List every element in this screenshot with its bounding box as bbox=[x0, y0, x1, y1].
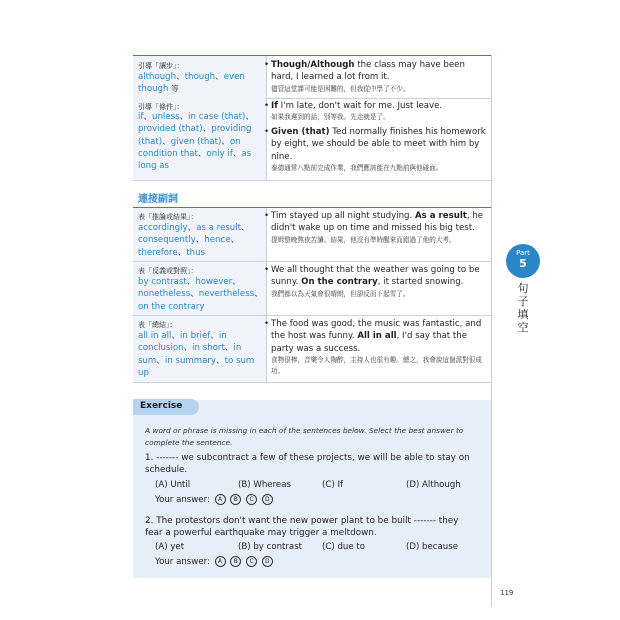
option-d[interactable]: (D) because bbox=[406, 542, 458, 552]
part-badge bbox=[506, 244, 540, 278]
choice-a-circle[interactable]: A bbox=[215, 494, 226, 505]
option-a[interactable]: (A) yet bbox=[155, 542, 185, 552]
section-heading: 連接副詞 bbox=[138, 194, 178, 205]
choice-b-circle[interactable]: B bbox=[230, 556, 241, 567]
table-row bbox=[133, 208, 491, 262]
choice-c-circle[interactable]: C bbox=[246, 556, 257, 567]
part-side-title: 句 子 填 空 bbox=[517, 282, 529, 334]
answer-row-1 bbox=[155, 494, 273, 505]
category-label: 表「總結」： bbox=[138, 321, 177, 329]
answer-row-2 bbox=[155, 556, 273, 567]
example-sentence: • We all thought that the weather was going to be sunny. On the contrary, it started snowing. 我們都以為天氣會很晴朗，但卻反而下起雪了。 bbox=[264, 265, 480, 298]
example-sentence: • Though/Although the class may have been hard, I learned a lot from it. 儘管這堂課可能是困難的，但我從中學了不少。 bbox=[264, 60, 465, 93]
page-number: 119 bbox=[500, 589, 514, 597]
keyword-list: if、unless、in case (that)、provided (that)、providing (that)、given (that)、on condition that、only if、as long as bbox=[138, 112, 254, 172]
choice-c-circle[interactable]: C bbox=[246, 494, 257, 505]
answer-label: Your answer: bbox=[155, 495, 210, 505]
keyword-list: by contrast、however、nonetheless、nevertheless、on the contrary bbox=[138, 277, 263, 312]
option-c[interactable]: (C) If bbox=[322, 480, 343, 490]
option-d[interactable]: (D) Although bbox=[406, 480, 461, 490]
table-row bbox=[133, 98, 491, 181]
exercise-label: Exercise bbox=[140, 401, 183, 411]
example-sentence: • Tim stayed up all night studying. As a result, he didn't wake up on time and missed his big test. 提姆整晚熬夜苦讀。結果，他沒有準時醒來而錯過了他的大考。 bbox=[264, 211, 484, 244]
choice-b-circle[interactable]: B bbox=[230, 494, 241, 505]
keyword-list: all in all、in brief、in conclusion、in short、in sum、in summary、to sum up bbox=[138, 331, 255, 378]
table-row bbox=[133, 316, 491, 383]
table-row bbox=[133, 56, 491, 99]
table-row bbox=[133, 262, 491, 316]
option-b[interactable]: (B) Whereas bbox=[238, 480, 291, 490]
part-badge-number: 5 bbox=[519, 257, 527, 270]
question-2-options bbox=[155, 542, 485, 554]
part-badge-label: Part bbox=[516, 249, 530, 257]
option-b[interactable]: (B) by contrast bbox=[238, 542, 303, 552]
option-a[interactable]: (A) Until bbox=[155, 480, 191, 490]
choice-d-circle[interactable]: D bbox=[262, 494, 273, 505]
category-label: 表「反義或對照」： bbox=[138, 267, 198, 275]
category-label: 引導「讓步」： bbox=[138, 62, 184, 70]
keyword-list: although、though、even though 等 bbox=[138, 72, 245, 95]
question-1: 1. ------- we subcontract a few of these projects, we will be able to stay on schedule. bbox=[145, 453, 470, 476]
question-2: 2. The protestors don't want the new power plant to be built ------- they fear a powerful earthquake may trigger a meltdown. bbox=[145, 516, 459, 539]
option-c[interactable]: (C) due to bbox=[322, 542, 365, 552]
example-sentence: • Given (that) Ted normally finishes his homework by eight, we should be able to meet with him by nine. 泰德通常八點前完成作業，我們應該能在九點前與他碰面。 bbox=[264, 127, 486, 172]
answer-label: Your answer: bbox=[155, 557, 210, 567]
example-sentence: • If I'm late, don't wait for me. Just leave. 如果我遲到的話，別等我。先走就是了。 bbox=[264, 101, 443, 122]
exercise-instructions: A word or phrase is missing in each of the sentences below. Select the best answer to complete the sentence. bbox=[145, 426, 464, 447]
category-label: 表「推論或結果」： bbox=[138, 213, 198, 221]
category-label: 引導「條件」： bbox=[138, 103, 184, 111]
keyword-list: accordingly、as a result、consequently、hence、therefore、thus bbox=[138, 223, 250, 258]
question-1-options bbox=[155, 480, 485, 492]
choice-d-circle[interactable]: D bbox=[262, 556, 273, 567]
choice-a-circle[interactable]: A bbox=[215, 556, 226, 567]
example-sentence: • The food was good, the music was fantastic, and the host was funny. All in all, I'd say that the party was a success. 食物很棒，音樂令人陶醉，主持人也很有趣。總之，我會說這個派對很成功。 bbox=[264, 319, 482, 375]
